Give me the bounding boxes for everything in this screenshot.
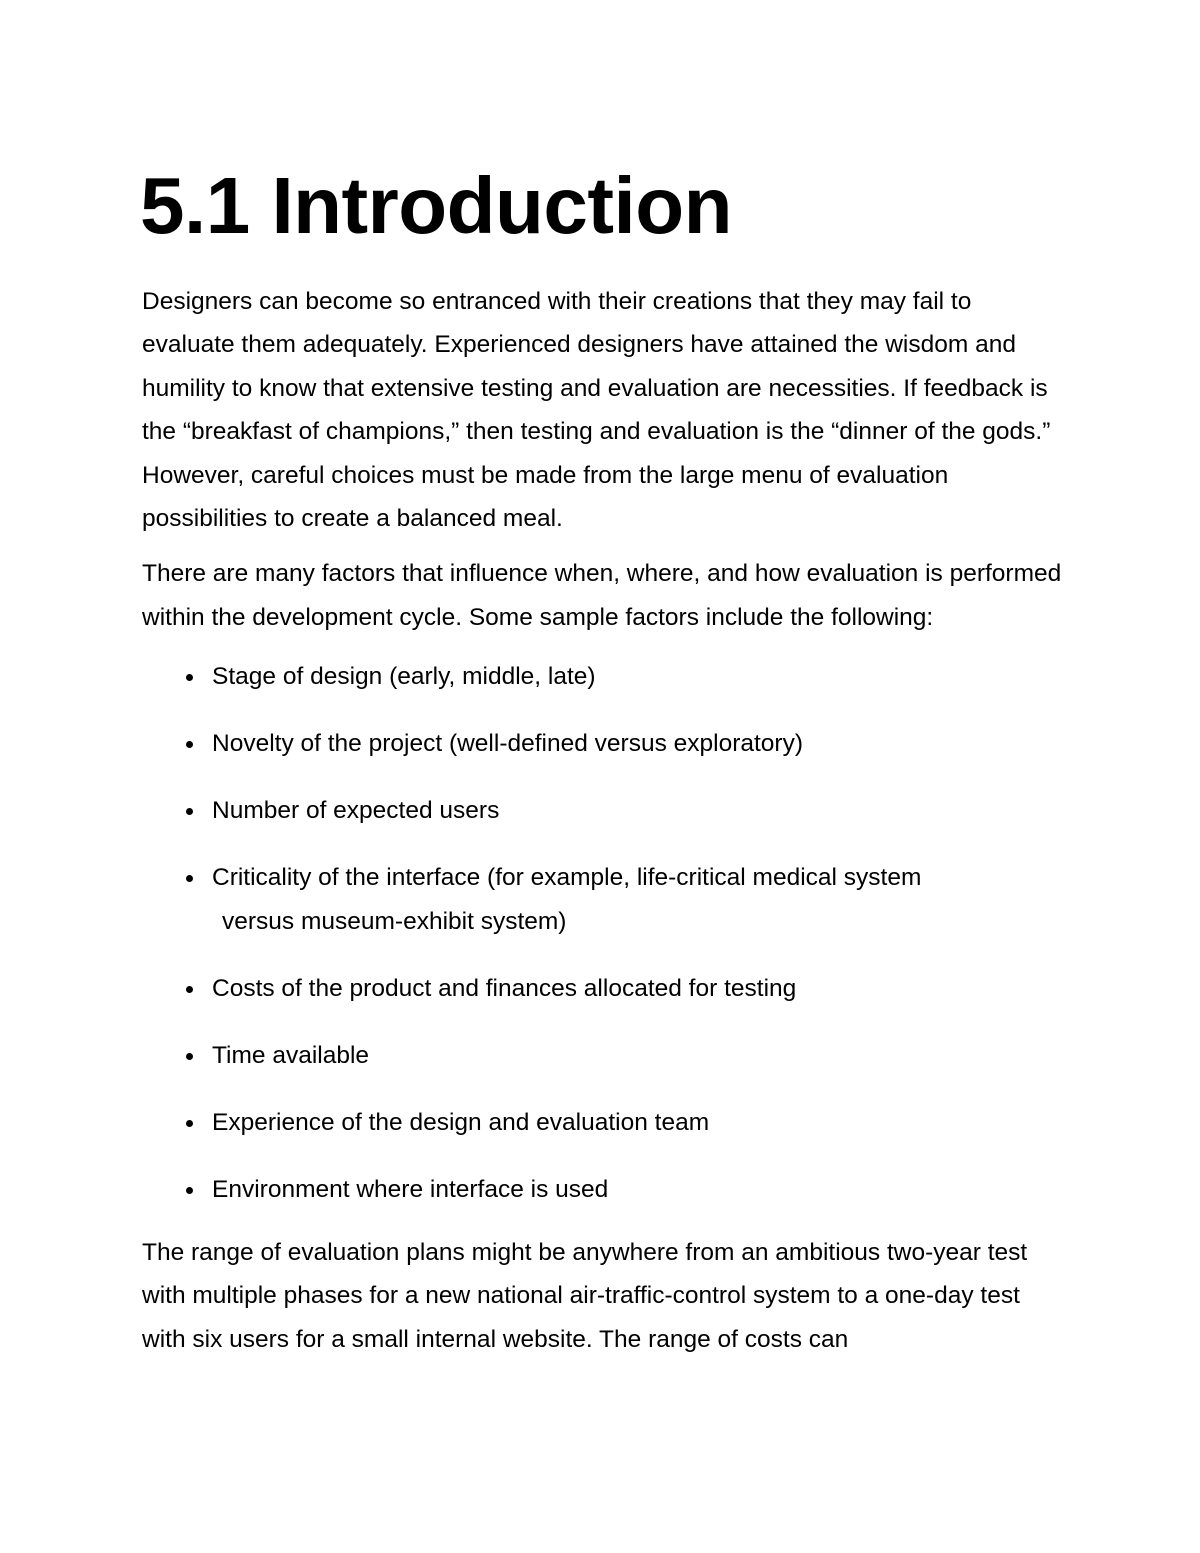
bullet-icon	[186, 1053, 193, 1060]
list-item-label: Novelty of the project (well-defined versus exploratory)	[212, 730, 803, 758]
list-item	[142, 1168, 1062, 1211]
list-item	[142, 967, 1062, 1010]
list-item-continuation: versus museum-exhibit system)	[222, 907, 567, 935]
bullet-icon	[186, 1187, 193, 1194]
section-heading: 5.1 Introduction	[140, 161, 732, 250]
bullet-icon	[186, 674, 193, 681]
bullet-icon	[186, 741, 193, 748]
bullet-icon	[186, 808, 193, 815]
document-page	[142, 160, 1062, 1373]
list-item-label: Criticality of the interface (for example, life-critical medical system	[212, 864, 922, 892]
list-item-label: Stage of design (early, middle, late)	[212, 663, 596, 691]
list-item	[142, 1034, 1062, 1077]
list-item	[142, 722, 1062, 765]
bullet-icon	[186, 875, 193, 882]
list-item-label: Costs of the product and finances allocated for testing	[212, 974, 797, 1002]
intro-paragraph: Designers can become so entranced with their creations that they may fail to evaluate them adequately. Experienced designers have attained the wisdom and humility to know that extensive testing and evaluation are necessities. If feedback is the “breakfast of champions,” then testing and evaluation is the “dinner of the gods.” However, careful choices must be made from the large menu of evaluation possibilities to create a balanced meal.	[142, 288, 1051, 533]
list-item	[142, 655, 1062, 698]
list-item-label: Experience of the design and evaluation team	[212, 1108, 710, 1136]
bullet-icon	[186, 1120, 193, 1127]
list-item-label: Time available	[212, 1041, 370, 1069]
factors-list	[142, 655, 1062, 1211]
list-item	[142, 789, 1062, 832]
list-item-label: Environment where interface is used	[212, 1175, 609, 1203]
bullet-icon	[186, 986, 193, 993]
list-item	[142, 856, 1062, 943]
list-item-label: Number of expected users	[212, 797, 500, 825]
list-item	[142, 1101, 1062, 1144]
factors-paragraph: There are many factors that influence when, where, and how evaluation is performed within the development cycle. Some sample factors include the following:	[142, 560, 1062, 631]
closing-paragraph: The range of evaluation plans might be anywhere from an ambitious two-year test with multiple phases for a new national air-traffic-control system to a one-day test with six users for a small internal website. The range of costs can	[142, 1239, 1028, 1353]
